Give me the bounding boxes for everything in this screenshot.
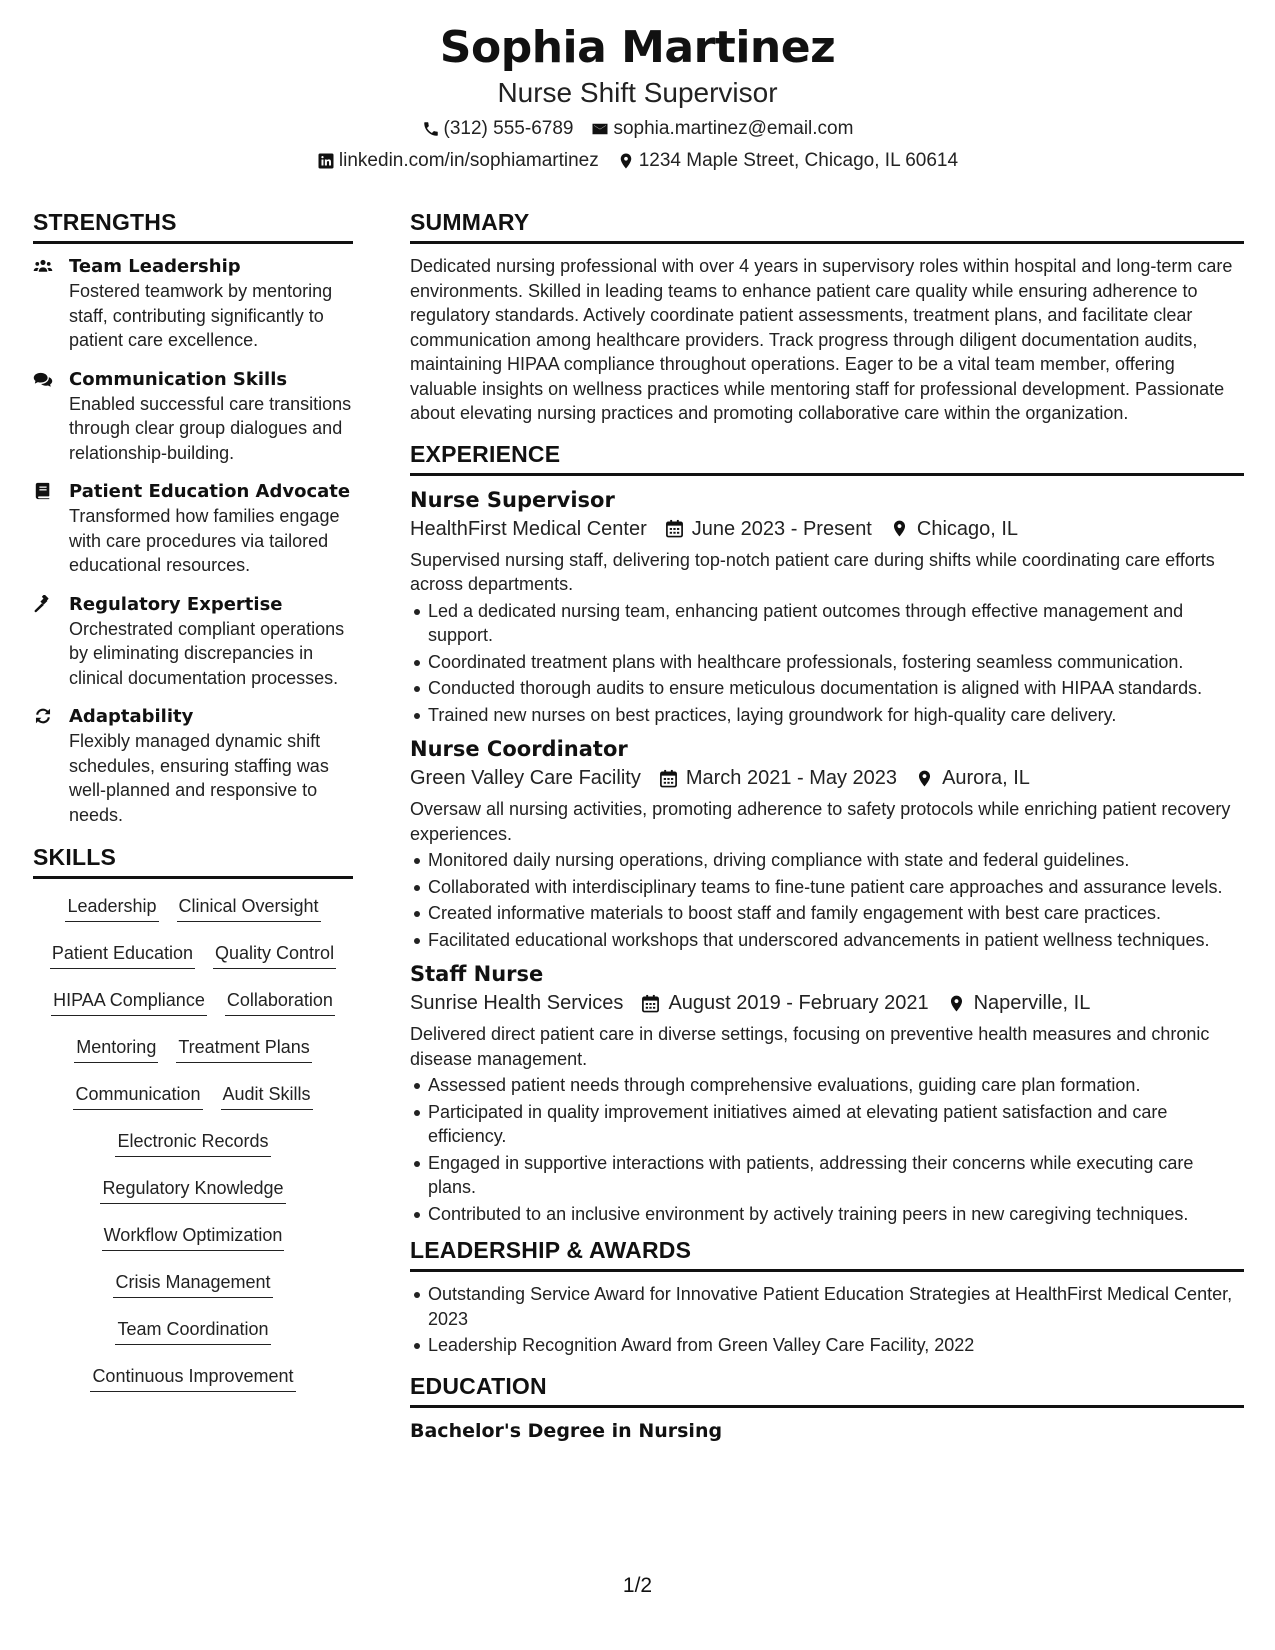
skills-section [33,843,353,1392]
job-bullets [410,599,1244,728]
calendar-icon [665,519,684,538]
job-title: Nurse Supervisor [410,487,615,512]
list-item: Outstanding Service Award for Innovative Patient Education Strategies at HealthFirst Medical Center, 2023 [410,1282,1244,1331]
skill-tag: Treatment Plans [176,1036,311,1063]
job-desc: Supervised nursing staff, delivering top-notch patient care during shifts while coordinating care efforts across departments. [410,549,1215,594]
strength-item [33,592,353,691]
gavel-icon [33,595,53,613]
job-location: Naperville, IL [973,992,1091,1014]
comments-icon [33,370,53,388]
list-item: Contributed to an inclusive environment by actively training peers in new caregiving techniques. [410,1202,1244,1227]
skill-tag: HIPAA Compliance [51,989,207,1016]
right-column [410,208,1244,1454]
strength-desc: Enabled successful care transitions through clear group dialogues and relationship-building. [69,393,352,463]
skill-tag: Crisis Management [113,1271,272,1298]
linkedin-contact[interactable] [317,148,599,174]
job-company: HealthFirst Medical Center [410,517,647,540]
skill-tag: Team Coordination [115,1318,270,1345]
awards-heading: LEADERSHIP & AWARDS [410,1236,1244,1272]
list-item: Collaborated with interdisciplinary teams to fine-tune patient care approaches and assurance levels. [410,875,1244,900]
strength-title: Adaptability [69,706,194,727]
skill-tag: Audit Skills [221,1083,313,1110]
left-column [33,208,353,1402]
envelope-icon [591,120,609,138]
email-contact[interactable] [591,116,853,142]
strength-title: Regulatory Expertise [69,593,283,615]
experience-heading: EXPERIENCE [410,440,1244,476]
list-item: Led a dedicated nursing team, enhancing patient outcomes through effective management and support. [410,599,1244,648]
skill-tag: Continuous Improvement [90,1365,295,1392]
education-section [410,1372,1244,1444]
job-entry [410,960,1244,1226]
skills-list [33,889,353,1392]
contact-row-2 [0,148,1275,174]
experience-section [410,440,1244,1227]
skill-tag: Workflow Optimization [102,1224,285,1251]
summary-heading: SUMMARY [410,208,1244,244]
awards-list [410,1282,1244,1358]
list-item: Created informative materials to boost staff and family engagement with best care practices. [410,901,1244,926]
email-text[interactable]: sophia.martinez@email.com [613,118,854,139]
book-icon [33,482,53,500]
job-meta [410,514,1244,544]
job-dates: June 2023 - Present [691,517,872,540]
candidate-title: Nurse Shift Supervisor [497,77,778,108]
job-company: Sunrise Health Services [410,992,624,1014]
resume-header [0,0,1275,174]
list-item: Engaged in supportive interactions with patients, addressing their concerns while executing care plans. [410,1151,1244,1200]
skill-tag: Patient Education [50,942,195,969]
job-bullets [410,848,1244,952]
strength-item [33,254,353,353]
list-item: Participated in quality improvement initiatives aimed at elevating patient satisfaction and care efficiency. [410,1100,1244,1149]
job-desc: Oversaw all nursing activities, promoting adherence to safety protocols while enriching patient recovery experiences. [410,799,1231,844]
list-item: Monitored daily nursing operations, driving compliance with state and federal guidelines. [410,848,1244,873]
strength-title: Patient Education Advocate [69,481,351,502]
users-icon [33,257,53,275]
awards-section [410,1236,1244,1358]
skill-tag: Mentoring [74,1036,158,1063]
job-meta [410,763,1244,793]
strength-desc: Fostered teamwork by mentoring staff, contributing significantly to patient care excellence. [69,281,333,350]
summary-text: Dedicated nursing professional with over 4 years in supervisory roles within hospital and long-term care environments. Skilled in leading teams to enhance patient care quality while ensuring adherence to regulatory standards. Actively coordinate patient assessments, treatment plans, and facilitate clear communication among healthcare providers. Track progress through diligent documentation audits, maintaining HIPAA compliance throughout operations. Eager to be a vital team member, offering valuable insights on wellness practices while mentoring staff for professional development. Passionate about elevating nursing practices and promoting collaborative care within the organization. [410,256,1233,423]
strength-item [33,479,353,578]
linkedin-text[interactable]: linkedin.com/in/sophiamartinez [338,150,599,171]
map-marker-icon [947,994,966,1013]
map-marker-icon [617,152,635,170]
summary-section [410,208,1244,426]
job-title: Staff Nurse [410,962,544,986]
skill-tag: Leadership [65,895,158,922]
skill-tag: Collaboration [225,989,335,1016]
candidate-name: Sophia Martinez [439,22,836,73]
strengths-heading: STRENGTHS [33,208,353,244]
list-item: Facilitated educational workshops that underscored advancements in patient wellness techniques. [410,928,1244,953]
list-item: Leadership Recognition Award from Green Valley Care Facility, 2022 [410,1333,1244,1358]
calendar-icon [659,769,678,788]
strength-desc: Orchestrated compliant operations by eliminating discrepancies in clinical documentation processes. [69,618,345,688]
job-dates: March 2021 - May 2023 [685,767,898,789]
job-entry [410,735,1244,952]
job-entry [410,486,1244,728]
list-item: Assessed patient needs through comprehensive evaluations, guiding care plan formation. [410,1073,1244,1098]
linkedin-icon [317,152,335,170]
skills-heading: SKILLS [33,843,353,879]
sync-icon [33,707,53,725]
job-meta [410,988,1244,1018]
phone-icon [422,120,440,138]
strengths-section [33,208,353,827]
education-degree: Bachelor's Degree in Nursing [410,1419,723,1442]
address-contact [617,148,958,174]
skill-tag: Clinical Oversight [177,895,321,922]
job-bullets [410,1073,1244,1226]
skill-tag: Quality Control [213,942,336,969]
strength-title: Team Leadership [69,256,241,277]
job-company: Green Valley Care Facility [410,767,641,789]
strength-item [33,367,353,466]
map-marker-icon [915,769,934,788]
skill-tag: Electronic Records [115,1130,270,1157]
list-item: Coordinated treatment plans with healthcare professionals, fostering seamless communication. [410,650,1244,675]
phone-contact [422,116,574,142]
strength-title: Communication Skills [69,368,288,390]
map-marker-icon [890,519,909,538]
calendar-icon [641,994,660,1013]
contact-row-1 [0,116,1275,142]
address-text: 1234 Maple Street, Chicago, IL 60614 [638,150,959,171]
job-location: Chicago, IL [916,517,1019,540]
phone-text: (312) 555-6789 [443,118,574,139]
education-heading: EDUCATION [410,1372,1244,1408]
job-desc: Delivered direct patient care in diverse settings, focusing on preventive health measures and chronic disease management. [410,1024,1210,1069]
strength-item [33,704,353,827]
job-location: Aurora, IL [942,767,1030,789]
page-number: 1/2 [622,1574,653,1597]
strength-desc: Transformed how families engage with care procedures via tailored educational resources. [69,506,340,575]
skill-tag: Communication [73,1083,202,1110]
skill-tag: Regulatory Knowledge [100,1177,285,1204]
list-item: Trained new nurses on best practices, laying groundwork for high-quality care delivery. [410,703,1244,728]
job-title: Nurse Coordinator [410,737,628,761]
strength-desc: Flexibly managed dynamic shift schedules, ensuring staffing was well-planned and responsive to needs. [69,731,329,825]
list-item: Conducted thorough audits to ensure meticulous documentation is aligned with HIPAA standards. [410,676,1244,701]
job-dates: August 2019 - February 2021 [668,992,929,1014]
